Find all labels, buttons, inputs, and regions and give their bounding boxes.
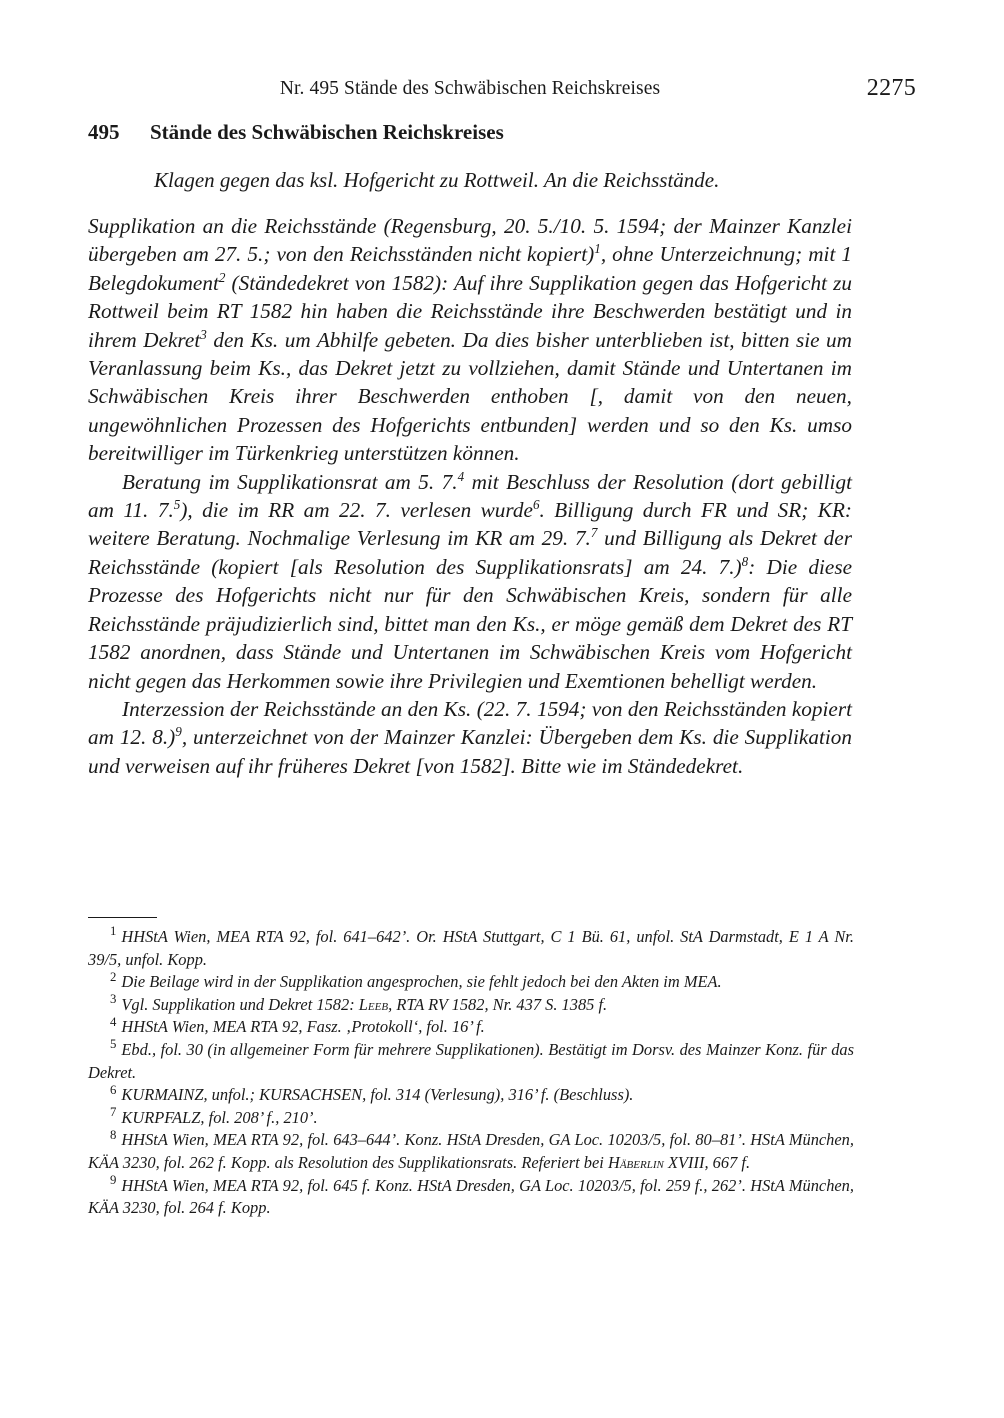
footnote-mark-9[interactable]: 9 [110, 1172, 117, 1187]
footnote-ref-9[interactable]: 9 [175, 724, 182, 740]
document-headline [88, 119, 852, 146]
footnote-list [88, 926, 854, 1220]
footnote-ref-6[interactable]: 6 [532, 496, 540, 512]
footnote-2 [88, 971, 854, 994]
footnote-text-3-before: Vgl. Supplikation und Dekret 1582: [121, 994, 359, 1014]
footnote-3 [88, 994, 854, 1017]
par2-segment-e: und Billigung als Dekret der Reichsstände (kopiert [als Resolution des Supplikationsrats] am 24. 7.) [88, 526, 852, 579]
par3-segment-a: Interzession der Reichsstände an den Ks. (22. 7. 1594; von den Reichsständen kopiert am 12. 8.) [88, 696, 852, 750]
page-number: 2275 [866, 75, 916, 101]
document-title: Stände des Schwäbischen Reichskreises [150, 120, 504, 144]
footnote-text-5: Ebd., fol. 30 (in allgemeiner Form für mehrere Supplikationen). Bestätigt im Dorsv. des Mainzer Konz. für das Dekret. [88, 1039, 854, 1082]
paragraph-beratung [88, 468, 852, 695]
footnote-text-8-before: HHStA Wien, MEA RTA 92, fol. 643–644’. Konz. HStA Dresden, GA Loc. 10203/5, fol. 80–81’. HStA München, KÄA 3230, fol. 262 f. Kopp. als Resolution des Supplikationsrats. Referiert bei [88, 1130, 854, 1172]
footnote-6-source-kurmainz: KURMAINZ [121, 1085, 204, 1105]
par2-segment-c: ), die im RR am 22. 7. verlesen wurde [180, 498, 533, 523]
par2-segment-f: : Die diese Prozesse des Hofgerichts nicht nur für den Schwäbischen Kreis, sondern für alle Reichsstände präjudizierlich sind, bittet man den Ks., er möge gemäß dem Dekret des RT 1582 anordnen, dass Stände und Untertanen im Schwäbischen Kreis vom Hofgericht nicht gegen das Herkommen sowie ihre Privilegien und Exemtionen behelligt werden. [88, 554, 853, 693]
footnote-mark-8[interactable]: 8 [110, 1127, 117, 1142]
par3-segment-b: , unterzeichnet von der Mainzer Kanzlei: Übergeben dem Ks. die Supplikation und verweisen auf ihr früheres Dekret [von 1582]. Bitte wie im Ständedekret. [88, 725, 852, 778]
footnote-7 [88, 1107, 854, 1130]
footnote-9 [88, 1172, 854, 1220]
footnote-ref-2[interactable]: 2 [218, 269, 226, 285]
footnote-8-citation-author: Häberlin [607, 1152, 664, 1172]
footnote-text-1: HHStA Wien, MEA RTA 92, fol. 641–642’. Or. HStA Stuttgart, C 1 Bü. 61, unfol. StA Darmstadt, E 1 A Nr. 39/5, unfol. Kopp. [88, 927, 854, 969]
footnote-6 [88, 1084, 854, 1107]
par1-segment-d: den Ks. um Abhilfe gebeten. Da dies bisher unterblieben ist, bitten sie um Veranlassung beim Ks., das Dekret jetzt zu vollziehen, damit Stände und Untertanen im Schwäbischen Kreis ihrer Beschwerden enthoben [, damit von den neuen, ungewöhnlichen Prozessen des Hofgerichts entbunden] werden und so den Ks. umso bereitwilliger im Türkenkrieg unterstützen können. [88, 327, 852, 466]
footnote-ref-7[interactable]: 7 [590, 525, 598, 541]
footnote-mark-5[interactable]: 5 [110, 1037, 117, 1052]
footnote-text-6-after: , fol. 314 (Verlesung), 316’ f. (Beschluss). [362, 1085, 634, 1105]
par2-segment-b: mit Beschluss der Resolution (dort gebilligt am 11. 7. [88, 469, 852, 523]
footnote-text-7-after: , fol. 208’ f., 210’. [200, 1107, 318, 1127]
footnote-mark-6[interactable]: 6 [110, 1082, 117, 1097]
footnote-ref-8[interactable]: 8 [741, 553, 749, 569]
footnote-mark-7[interactable]: 7 [110, 1105, 117, 1120]
footnote-text-9: HHStA Wien, MEA RTA 92, fol. 645 f. Konz. HStA Dresden, GA Loc. 10203/5, fol. 259 f., 262’. HStA München, KÄA 3230, fol. 264 f. Kopp. [88, 1175, 854, 1218]
footnote-mark-1[interactable]: 1 [110, 924, 117, 939]
paragraph-interzession [88, 695, 852, 780]
footnote-6-source-kursachsen: KURSACHSEN [259, 1085, 363, 1105]
footnote-text-4: HHStA Wien, MEA RTA 92, Fasz. ‚Protokoll‘, fol. 16’ f. [121, 1017, 485, 1037]
footnote-ref-1[interactable]: 1 [594, 241, 601, 257]
running-head [88, 75, 916, 104]
footnote-ref-3[interactable]: 3 [200, 326, 207, 342]
body-text [88, 212, 852, 780]
par2-segment-a: Beratung im Supplikationsrat am 5. 7. [122, 469, 458, 494]
footnote-4 [88, 1016, 854, 1039]
document-number: 495 [88, 120, 120, 144]
footnote-mark-2[interactable]: 2 [110, 969, 117, 984]
document-subtitle: Klagen gegen das ksl. Hofgericht zu Rottweil. An die Reichsstände. [154, 168, 720, 192]
footnote-ref-5[interactable]: 5 [173, 496, 181, 512]
footnote-text-3-after: , RTA RV 1582, Nr. 437 S. 1385 f. [388, 994, 608, 1014]
footnote-text-8-after: XVIII, 667 f. [663, 1152, 751, 1172]
footnote-7-source-kurpfalz: KURPFALZ [121, 1107, 201, 1127]
par1-segment-a: Supplikation an die Reichsstände (Regensburg, 20. 5./10. 5. 1594; der Mainzer Kanzlei übergeben am 27. 5.; von den Reichsständen nicht kopiert) [88, 214, 852, 267]
par2-segment-d: . Billigung durch FR und SR; KR: weitere Beratung. Nochmalige Verlesung im KR am 29. 7. [88, 498, 852, 551]
footnote-8 [88, 1129, 854, 1174]
footnote-text-2: Die Beilage wird in der Supplikation angesprochen, sie fehlt jedoch bei den Akten im MEA. [121, 972, 722, 992]
footnote-5 [88, 1039, 854, 1084]
footnote-3-citation-author: Leeb [358, 994, 389, 1014]
footnote-mark-3[interactable]: 3 [110, 992, 117, 1007]
paragraph-supplikation [88, 212, 852, 468]
footnote-separator-rule [88, 917, 157, 918]
footnote-text-6-mid: , unfol.; [203, 1085, 260, 1105]
footnote-ref-4[interactable]: 4 [457, 468, 465, 484]
par1-segment-c: (Ständedekret von 1582): Auf ihre Supplikation gegen das Hofgericht zu Rottweil beim RT 1582 hin haben die Reichsstände ihre Beschwerden bestätigt und in ihrem Dekret [88, 270, 852, 352]
footnote-mark-4[interactable]: 4 [110, 1014, 117, 1029]
footnote-1 [88, 926, 854, 971]
par1-segment-b: , ohne Unterzeichnung; mit 1 Belegdokument [88, 242, 853, 295]
running-head-title: Nr. 495 Stände des Schwäbischen Reichskreises [279, 78, 661, 99]
